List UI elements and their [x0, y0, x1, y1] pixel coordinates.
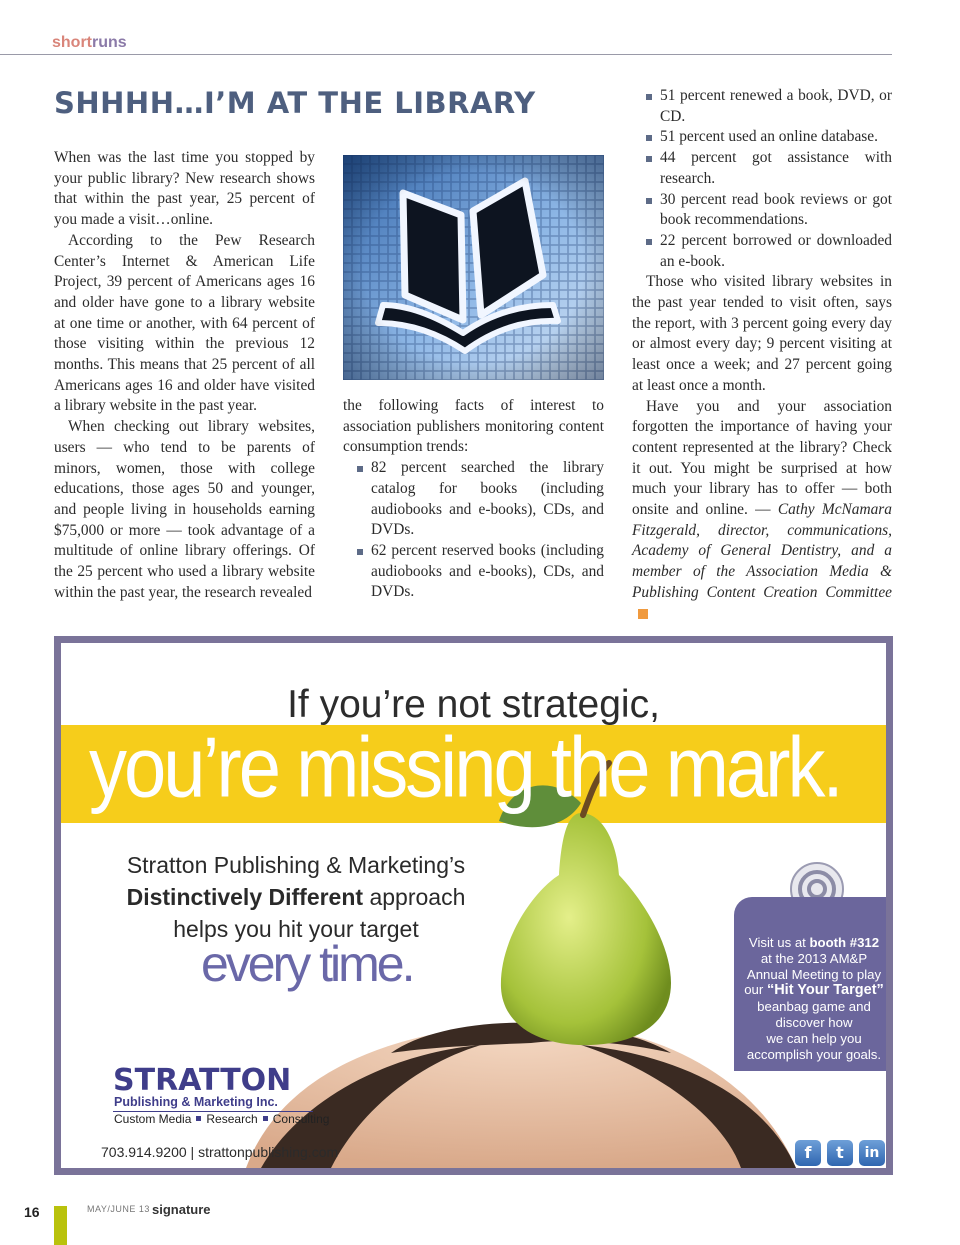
- end-mark-icon: [638, 609, 648, 619]
- list-item-text: 22 percent borrowed or downloaded an e-book.: [660, 231, 892, 270]
- stratton-advertisement: [54, 636, 893, 1175]
- booth-callout: [734, 897, 886, 1071]
- service-tag: Custom Media: [114, 1112, 192, 1126]
- article-headline: SHHHH…I’M AT THE LIBRARY: [54, 86, 536, 120]
- service-tag: Consulting: [272, 1112, 330, 1126]
- list-item-text: 51 percent renewed a book, DVD, or CD.: [660, 87, 892, 125]
- section-name-part1: short: [52, 34, 92, 51]
- article-column-1: [54, 148, 315, 603]
- booth-text: Visit us at: [748, 935, 810, 950]
- bullet-icon: [646, 156, 652, 162]
- booth-text: our: [744, 982, 767, 998]
- bullet-icon: [196, 1116, 201, 1121]
- website-link[interactable]: strattonpublishing.com: [198, 1144, 339, 1160]
- ad-headline-line-1: If you’re not strategic,: [287, 683, 660, 726]
- page-number: 16: [24, 1204, 40, 1220]
- booth-line: beanbag game and: [757, 999, 871, 1015]
- pear-illustration: [501, 813, 671, 1045]
- list-item: [632, 127, 892, 148]
- bullet-icon: [357, 466, 363, 472]
- paragraph-text: Have you and your association forgotten the importance of having your content represented at the library? Check it out. You might be surprised at how much your library has to offer — both onsite and online. —: [632, 397, 892, 519]
- ad-copy-line: Stratton Publishing & Marketing’s: [126, 852, 466, 878]
- author-byline: Cathy McNamara Fitzgerald, director, communications, Academy of General Dentistry, and a member of the Association Media & Publishing Content Creation Committee: [632, 501, 892, 601]
- bullet-icon: [646, 94, 652, 100]
- statistics-list: [632, 86, 892, 272]
- list-item: [632, 231, 892, 272]
- section-header: [52, 34, 127, 52]
- service-tags: [114, 1112, 329, 1126]
- ad-tagline: every time.: [201, 936, 413, 992]
- list-item: [632, 190, 892, 231]
- list-item: [632, 86, 892, 127]
- paragraph: When checking out library websites, users — who tend to be parents of minors, women, those with college educations, those ages 50 and younger, and people living in households earning $75,000 or more — took advantage of a multitude of online library offerings. Of the 25 percent who used a library website within the past year, the research revealed: [54, 418, 315, 601]
- ad-copy-text: approach: [363, 884, 466, 910]
- library-book-icon-photo: [343, 155, 604, 380]
- list-item-text: 51 percent used an online database.: [660, 128, 878, 146]
- linkedin-icon[interactable]: in: [859, 1140, 885, 1166]
- service-tag: Research: [206, 1112, 258, 1126]
- publication-name: signature: [152, 1202, 211, 1217]
- bullet-icon: [357, 549, 363, 555]
- booth-line: [734, 982, 886, 999]
- statistics-list: [343, 458, 604, 603]
- booth-line: Annual Meeting to play: [746, 966, 882, 982]
- ad-body-copy: [111, 849, 481, 945]
- header-rule: [0, 54, 892, 55]
- bullet-icon: [646, 198, 652, 204]
- ad-copy-emphasis: Distinctively Different: [126, 884, 364, 910]
- ad-headline-line-2: you’re missing the mark.: [89, 720, 841, 816]
- issue-date: MAY/JUNE 13: [87, 1204, 150, 1214]
- booth-line: discover how: [775, 1014, 853, 1030]
- list-item-text: 62 percent reserved books (including audiobooks and e-books), CDs, and DVDs.: [371, 541, 604, 601]
- article-column-3: [632, 86, 892, 624]
- ad-copy-line: helps you hit your target: [173, 916, 419, 942]
- ad-panel: [61, 643, 886, 1168]
- phone-number: 703.914.9200: [101, 1144, 187, 1160]
- ad-copy-line: [111, 881, 481, 913]
- paragraph: [632, 397, 892, 625]
- bullet-icon: [646, 135, 652, 141]
- facebook-icon[interactable]: f: [795, 1140, 821, 1166]
- stratton-logo-subtitle: Publishing & Marketing Inc.: [114, 1095, 278, 1109]
- contact-info: [101, 1144, 338, 1160]
- booth-line: we can help you: [766, 1030, 862, 1046]
- paragraph: the following facts of interest to association publishers monitoring content consumption trends:: [343, 397, 604, 456]
- booth-number: booth #312: [809, 935, 880, 950]
- list-item: [343, 458, 604, 541]
- bullet-icon: [646, 239, 652, 245]
- booth-line: accomplish your goals.: [746, 1046, 882, 1062]
- contact-separator: |: [190, 1144, 195, 1160]
- section-name-part2: runs: [92, 34, 127, 51]
- stratton-logo: STRATTON: [113, 1063, 292, 1098]
- list-item-text: 44 percent got assistance with research.: [660, 149, 892, 187]
- paragraph: When was the last time you stopped by your public library? New research shows that within the past year, 25 percent of you made a visit…online.: [54, 149, 315, 229]
- booth-callout-text: [734, 935, 886, 1062]
- booth-line: [734, 935, 886, 951]
- list-item: [632, 148, 892, 189]
- article-column-2: [343, 396, 604, 603]
- list-item-text: 30 percent read book reviews or got book recommendations.: [660, 190, 892, 229]
- bullet-icon: [263, 1116, 268, 1121]
- booth-line: at the 2013 AM&P: [760, 950, 868, 966]
- game-name: “Hit Your Target”: [766, 982, 884, 999]
- list-item-text: 82 percent searched the library catalog for books (including audiobooks and e-books), CDs, and DVDs.: [371, 459, 604, 539]
- paragraph: Those who visited library websites in the past year tended to visit often, says the report, with 3 percent going every day or almost every day; 9 percent visiting at least once a week; and 27 percent going at least once a month.: [632, 273, 892, 394]
- list-item: [343, 541, 604, 603]
- paragraph: According to the Pew Research Center’s Internet & American Life Project, 39 percent of Americans ages 16 and older have gone to a library website at one time or another, with 64 percent of those visiting within the previous 12 months. This means that 25 percent of all Americans ages 16 and older have visited a library website in the past year.: [54, 231, 315, 415]
- twitter-icon[interactable]: t: [827, 1140, 853, 1166]
- footer-accent-bar: [54, 1206, 67, 1245]
